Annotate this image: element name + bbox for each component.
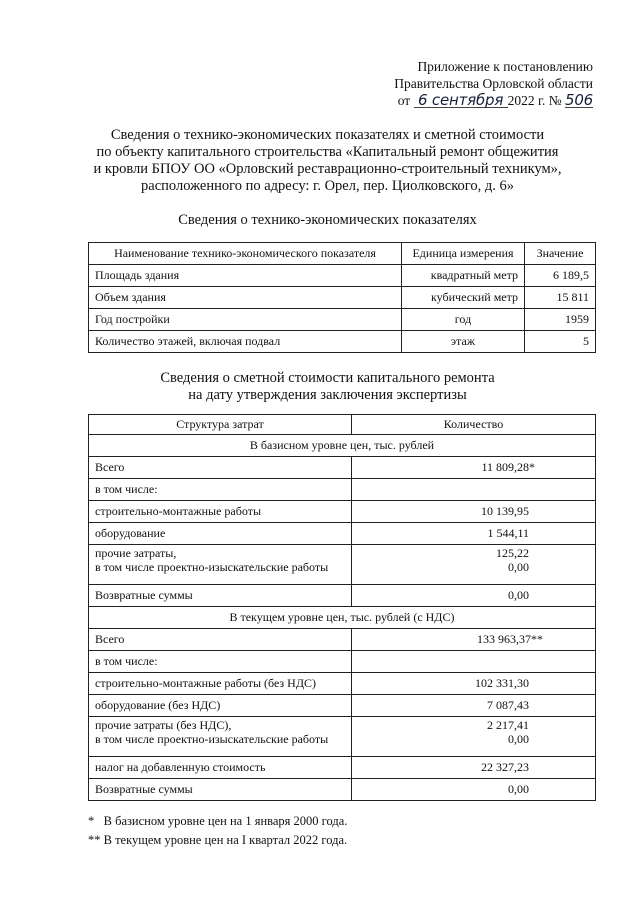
row-value: 0,00 (352, 585, 596, 607)
title-line-4: расположенного по адресу: г. Орел, пер. Циолковского, д. 6» (141, 178, 514, 194)
table-row (89, 523, 596, 545)
indicator-name: Площадь здания (89, 265, 402, 287)
header-cost-structure: Структура затрат (89, 415, 352, 435)
table-row (89, 309, 596, 331)
table-row (89, 457, 596, 479)
date-prefix: от (397, 93, 411, 108)
indicator-value: 6 189,5 (525, 265, 596, 287)
header-value: Значение (525, 243, 596, 265)
row-label: налог на добавленную стоимость (89, 757, 352, 779)
table-row (89, 585, 596, 607)
table-row (89, 673, 596, 695)
row-label-line-2: в том числе проектно-изыскательские работы (95, 732, 329, 746)
cost-title-line-1: Сведения о сметной стоимости капитального ремонта (160, 370, 495, 386)
table-row (89, 757, 596, 779)
header-amount: Количество (352, 415, 596, 435)
row-label: Всего (89, 629, 352, 651)
row-label: в том числе: (89, 651, 352, 673)
appendix-line-3 (353, 92, 593, 109)
cost-table (88, 414, 596, 801)
row-label (89, 717, 352, 757)
row-value (352, 651, 596, 673)
indicator-name: Объем здания (89, 287, 402, 309)
indicator-unit: квадратный метр (402, 265, 525, 287)
header-unit: Единица измерения (402, 243, 525, 265)
indicator-name: Количество этажей, включая подвал (89, 331, 402, 353)
row-label: оборудование (89, 523, 352, 545)
title-line-3: и кровли БПОУ ОО «Орловский реставрационно-строительный техникум», (93, 161, 562, 177)
section-row-current (89, 607, 596, 629)
row-value: 0,00 (352, 779, 596, 801)
table-row (89, 779, 596, 801)
row-value: 22 327,23 (352, 757, 596, 779)
date-year: 2022 г. № (507, 93, 562, 108)
row-label-line-1: прочие затраты, (95, 546, 177, 560)
indicator-value: 1959 (525, 309, 596, 331)
row-label: в том числе: (89, 479, 352, 501)
row-label: строительно-монтажные работы (без НДС) (89, 673, 352, 695)
indicator-unit: год (402, 309, 525, 331)
row-value-line-1: 125,22 (496, 546, 529, 560)
section-title-current: В текущем уровне цен, тыс. рублей (с НДС) (89, 607, 596, 629)
cost-section-title (60, 370, 595, 404)
row-value-line-1: 2 217,41 (487, 718, 529, 732)
row-value: 133 963,37** (352, 629, 596, 651)
table-row (89, 695, 596, 717)
table-row (89, 265, 596, 287)
title-line-1: Сведения о технико-экономических показателях и сметной стоимости (110, 127, 545, 143)
table-row (89, 479, 596, 501)
table-row (89, 287, 596, 309)
title-line-2: по объекту капитального строительства «Капитальный ремонт общежития (96, 144, 559, 160)
row-value-line-2: 0,00 (508, 732, 529, 746)
footnotes (88, 812, 347, 850)
table-row (89, 629, 596, 651)
handwritten-date: 6 сентября (414, 93, 508, 108)
table-row (89, 331, 596, 353)
row-label: Возвратные суммы (89, 585, 352, 607)
table-row (89, 545, 596, 585)
tech-indicators-table (88, 242, 596, 353)
cost-title-line-2: на дату утверждения заключения экспертизы (188, 387, 467, 403)
row-label: строительно-монтажные работы (89, 501, 352, 523)
row-value: 102 331,30 (352, 673, 596, 695)
row-label: Возвратные суммы (89, 779, 352, 801)
indicator-unit: кубический метр (402, 287, 525, 309)
tech-section-title: Сведения о технико-экономических показателях (178, 212, 477, 228)
handwritten-number: 506 (565, 91, 594, 109)
row-value: 1 544,11 (352, 523, 596, 545)
appendix-line-1: Приложение к постановлению (417, 59, 593, 74)
indicator-name: Год постройки (89, 309, 402, 331)
row-value-line-2: 0,00 (508, 560, 529, 574)
section-row-base (89, 435, 596, 457)
row-value: 10 139,95 (352, 501, 596, 523)
indicator-value: 5 (525, 331, 596, 353)
indicator-value: 15 811 (525, 287, 596, 309)
row-label: Всего (89, 457, 352, 479)
document-title (60, 127, 595, 195)
row-value: 11 809,28* (352, 457, 596, 479)
row-label: оборудование (без НДС) (89, 695, 352, 717)
table-row (89, 501, 596, 523)
row-label-line-1: прочие затраты (без НДС), (95, 718, 232, 732)
row-value (352, 545, 596, 585)
appendix-line-2: Правительства Орловской области (394, 76, 593, 91)
table-row (89, 717, 596, 757)
table-header-row (89, 415, 596, 435)
header-indicator-name: Наименование технико-экономического показателя (89, 243, 402, 265)
footnote-2: ** В текущем уровне цен на I квартал 2022 года. (88, 833, 348, 847)
row-value (352, 479, 596, 501)
indicator-unit: этаж (402, 331, 525, 353)
row-value: 7 087,43 (352, 695, 596, 717)
table-header-row (89, 243, 596, 265)
footnote-1: * В базисном уровне цен на 1 января 2000 года. (88, 814, 348, 828)
section-title-base: В базисном уровне цен, тыс. рублей (89, 435, 596, 457)
row-value (352, 717, 596, 757)
row-label (89, 545, 352, 585)
appendix-header (353, 58, 593, 109)
row-label-line-2: в том числе проектно-изыскательские работы (95, 560, 329, 574)
table-row (89, 651, 596, 673)
